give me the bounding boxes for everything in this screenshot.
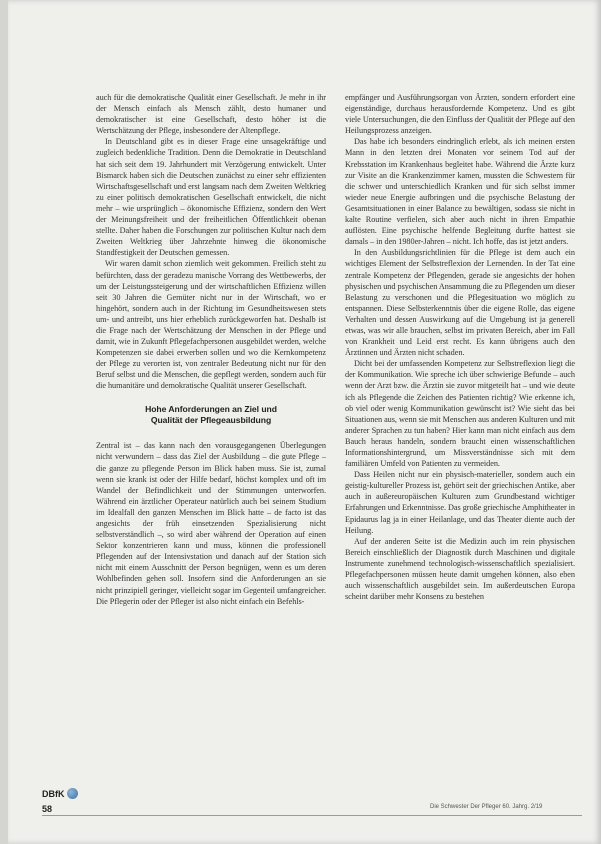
paragraph: Das habe ich besonders eindringlich erlebt, als ich meinen ersten Mann in den letzten drei Monaten vor seinem Tod auf der Krebsstation im Krankenhaus begleitet habe. Während die Ärzte kurz zur Visite an die Krankenzimmer kamen, mussten die Schwestern für die schwer und unterschiedlich Kranken und für sich selbst immer wieder neue Energie aufbringen und die psychische Belastung der Gesamtsituationen in einer Balance zu bewältigen, sodass sie nicht in kalte Routine verfielen, sich aber auch nicht in ihren Empathie auflösten. Eine psychische helfende Begleitung durfte hattest sie damals – in den 1980er-Jahren – nicht. Ich hoffe, das ist jetzt anders. [345,137,575,247]
text-column-right [345,92,575,602]
dbfk-logo [42,788,78,799]
paragraph: Wir waren damit schon ziemlich weit gekommen. Freilich steht zu befürchten, dass der geradezu manische Vorrang des Wettbewerbs, der um der Leistungssteigerung und der wirtschaftlichen Effizienz willen seit 30 Jahren die Gemüter nicht nur in der Wirtschaft, wo er hingehört, sondern auch in der Richtung im Gesundheitswesen stets um- und antreibt, uns hier erheblich zurückgeworfen hat. Deshalb ist die Frage nach der Wertschätzung der Menschen in der Pflege und damit, wie in Zukunft Pflegefachpersonen ausgebildet werden, welche Kompetenzen sie dabei erwerben sollen und wo die Kernkompetenz der Pflege zu verorten ist, von zentraler Bedeutung nicht nur für den Beruf selbst und die Menschen, die gepflegt werden, sondern auch für die humanitäre und demokratische Qualität unserer Gesellschaft. [96,259,326,391]
globe-icon [67,788,78,799]
paragraph: In den Ausbildungsrichtlinien für die Pflege ist dem auch ein wichtiges Element der Selbstreflexion der Lernenden. In der Tat eine zentrale Kompetenz der Pflegenden, gerade sie angesichts der hohen physischen und psychischen Ansammung die zu Pflegenden um dieser Belastung zu verschonen und die Pflegesituation wo möglich zu entspannen. Diese Selbsterkenntnis über die eigene Rolle, das eigene Verhalten und dessen Auswirkung auf die Umgebung ist ja generell etwas, was wir alle brauchen, selbst im privaten Bereich, aber im Fall von Krankheit und Leid erst recht. Es kann übrigens auch den Ärztinnen und Ärzten nicht schaden. [345,248,575,358]
paragraph: In Deutschland gibt es in dieser Frage eine unsagekräftige und zugleich bedenkliche Tradition. Denn die Demokratie in Deutschland hat sich seit dem 19. Jahrhundert mit Verzögerung entwickelt. Unter Bismarck haben sich die Deutschen zunächst zu einer sehr effizienten Wirtschaftsgesellschaft und erst langsam nach dem Zweiten Weltkrieg zu einer politisch demokratischen Gesellschaft entwickelt, die nicht mehr – wie ursprünglich – ökonomische Effizienz, sondern den Wert der Meinungsfreiheit und der freiheitlichen Öffentlichkeit obenan stellte. Daher haben die Forschungen zur politischen Kultur nach dem Zweiten Weltkrieg über Jahrzehnte hinweg die ökonomische Standfestigkeit der Deutschen gemessen. [96,137,326,258]
paragraph: Dicht bei der umfassenden Kompetenz zur Selbstreflexion liegt die der Kommunikation. Wie spreche ich über schwierige Befunde – auch wenn der Arzt bzw. die Ärztin sie zuvor mitgeteilt hat – und wie deute ich als Pflegende die Zeichen des Patienten richtig? Wie erkenne ich, ob viel oder wenig Kommunikation gewünscht ist? Wie sieht das bei Situationen aus, wenn sie mit Menschen aus anderen Kulturen und mit anderer Sprachen zu tun haben? Hier kann man nicht einfach aus dem Bauch heraus handeln, sondern braucht einen wissenschaftlichen Informationshintergrund, um Missverständnisse sich mit dem familiären Umfeld von Patienten zu vermeiden. [345,359,575,469]
paragraph: Dass Heilen nicht nur ein physisch-materieller, sondern auch ein geistig-kultureller Prozess ist, gehört seit der griechischen Antike, aber auch in außereuropäischen Kulturen zum Grundbestand wichtiger Erfahrungen und Erkenntnisse. Das große griechische Amphitheater in Epidaurus lag ja in einer Heilanlage, und das Theater diente auch der Heilung. [345,470,575,535]
section-heading-line: Qualität der Pflegeausbildung [150,414,272,425]
logo-text: DBfK [42,788,65,799]
footer-rule [42,815,582,816]
paragraph: auch für die demokratische Qualität einer Gesellschaft. Je mehr in ihr der Mensch einfach als Mensch zählt, desto humaner und demokratischer ist eine Gesellschaft, desto höher ist die Wertschätzung der Pflege, insbesondere der Altenpflege. [96,93,326,136]
page-number: 58 [42,804,53,814]
paragraph: Auf der anderen Seite ist die Medizin auch im rein physischen Bereich einschließlich der Diagnostik durch Maschinen und digitale Instrumente zunehmend technologisch-wissenschaftlich spezialisiert. Pflegefachpersonen müssen heute damit umgehen können, also eben auch wissenschaftlich ausgebildet sein. Im außerdeutschen Europa scheint darüber mehr Konsens zu bestehen [345,536,575,602]
section-heading-line: Hohe Anforderungen an Ziel und [145,403,277,414]
page [8,0,601,844]
text-column-left [96,92,326,607]
paragraph: empfänger und Ausführungsorgan von Ärzten, sondern erfordert eine eigenständige, durchaus herausfordernde Kompetenz. Und es gibt viele Untersuchungen, die den Einfluss der Qualität der Pflege auf den Heilungsprozess anzeigen. [345,93,575,136]
publication-footer: Die Schwester Der Pfleger 60. Jahrg. 2/19 [430,804,543,810]
paragraph: Zentral ist – das kann nach den vorausgegangenen Überlegungen nicht verwundern – dass das Ziel der Ausbildung – die gute Pflege – die ganze zu pflegende Person im Blick haben muss. Sie ist, zumal wenn sie krank ist oder der Hilfe bedarf, höchst komplex und oft im Wandel der Befindlichkeit und der Stimmungen unterworfen. Während ein ärztlicher Operateur natürlich auch bei seinem Studium im Idealfall den ganzen Menschen im Blick hatte – de facto ist das angesichts der früh einsetzenden Spezialisierung nicht selbstverständlich –, so wird aber während der Operation auf einen Sektor konzentrieren kann und muss, können die professionell Pflegenden auf der Intensivstation und danach auf der Station sich nicht mit einem Ausschnitt der Person begnügen, wenn es um deren Wohlbefinden gehen soll. Insofern sind die Anforderungen an sie nicht prinzipiell geringer, vielleicht sogar im Gegenteil umfangreicher. Die Pflegerin oder der Pfleger ist also nicht einfach ein Befehls- [96,441,326,606]
section-heading [96,404,326,427]
